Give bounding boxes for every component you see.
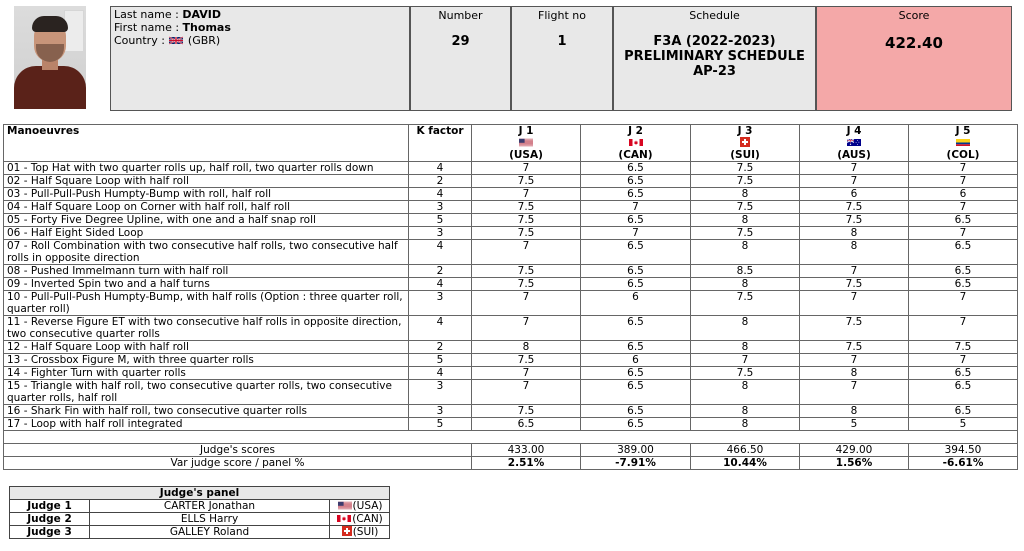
flight-cell xyxy=(511,6,613,111)
swiss-flag-icon xyxy=(740,137,750,147)
var-label: Var judge score / panel % xyxy=(4,457,472,470)
judge-score: 7.5 xyxy=(800,316,909,341)
kfactor-value: 3 xyxy=(409,380,472,405)
table-row xyxy=(4,380,1018,405)
manoeuvre-name: 11 - Reverse Figure ET with two consecutive half rolls in opposite direction, two consecutive quarter rolls xyxy=(4,316,409,341)
judge-score: 6.5 xyxy=(909,380,1018,405)
judge-score: 6.5 xyxy=(581,175,691,188)
table-row xyxy=(4,278,1018,291)
table-row xyxy=(4,291,1018,316)
judge-country: (AUS) xyxy=(837,149,871,161)
judge-score: 6.5 xyxy=(909,278,1018,291)
panel-judge-label: Judge 1 xyxy=(10,500,90,513)
manoeuvre-name: 05 - Forty Five Degree Upline, with one and a half snap roll xyxy=(4,214,409,227)
judge-score: 6.5 xyxy=(909,265,1018,278)
judge-score: 7 xyxy=(691,354,800,367)
usa-flag-icon xyxy=(338,501,352,510)
judge-score: 5 xyxy=(909,418,1018,431)
judges-panel-title: Judge's panel xyxy=(10,487,390,500)
manoeuvre-name: 01 - Top Hat with two quarter rolls up, half roll, two quarter rolls down xyxy=(4,162,409,175)
schedule-line-1: F3A (2022-2023) xyxy=(653,34,776,49)
manoeuvre-name: 14 - Fighter Turn with quarter rolls xyxy=(4,367,409,380)
judge-label: J 2 xyxy=(628,125,643,137)
schedule-line-3: AP-23 xyxy=(693,64,736,79)
pilot-photo xyxy=(14,6,86,109)
kfactor-value: 5 xyxy=(409,418,472,431)
judge-score: 7 xyxy=(472,162,581,175)
judge-score: 7.5 xyxy=(691,162,800,175)
pilot-info xyxy=(110,6,410,111)
manoeuvre-name: 04 - Half Square Loop on Corner with half roll, half roll xyxy=(4,201,409,214)
manoeuvre-name: 15 - Triangle with half roll, two consecutive quarter rolls, two consecutive quarter rolls, half roll xyxy=(4,380,409,405)
judge-header xyxy=(909,125,1018,162)
manoeuvre-rows xyxy=(4,162,1018,431)
judge-var: 10.44% xyxy=(691,457,800,470)
judge-score: 6.5 xyxy=(581,341,691,354)
judge-score: 6.5 xyxy=(581,316,691,341)
judge-score: 6.5 xyxy=(581,278,691,291)
judge-score: 7 xyxy=(909,227,1018,240)
judge-score: 6.5 xyxy=(581,188,691,201)
judge-score: 7.5 xyxy=(909,341,1018,354)
australia-flag-icon xyxy=(847,138,861,147)
judge-score: 6.5 xyxy=(909,214,1018,227)
judge-score: 6.5 xyxy=(581,214,691,227)
judge-score: 8 xyxy=(691,214,800,227)
panel-judge-country-cell xyxy=(330,526,390,539)
judge-score: 6.5 xyxy=(909,367,1018,380)
judge-total: 429.00 xyxy=(800,444,909,457)
kfactor-value: 4 xyxy=(409,316,472,341)
judge-label: J 3 xyxy=(737,125,753,137)
table-row xyxy=(4,162,1018,175)
table-row xyxy=(4,354,1018,367)
manoeuvre-name: 17 - Loop with half roll integrated xyxy=(4,418,409,431)
panel-row xyxy=(10,500,390,513)
manoeuvre-name: 09 - Inverted Spin two and a half turns xyxy=(4,278,409,291)
manoeuvre-name: 03 - Pull-Pull-Push Humpty-Bump with roll, half roll xyxy=(4,188,409,201)
judge-score: 7 xyxy=(800,162,909,175)
judge-score: 6.5 xyxy=(581,418,691,431)
judge-score: 7.5 xyxy=(800,278,909,291)
panel-judge-country: (CAN) xyxy=(352,513,383,525)
judge-score: 7 xyxy=(909,291,1018,316)
flight-label: Flight no xyxy=(538,9,586,22)
table-row xyxy=(4,265,1018,278)
table-row xyxy=(4,240,1018,265)
judge-score: 6.5 xyxy=(909,240,1018,265)
judge-score: 8 xyxy=(691,418,800,431)
usa-flag-icon xyxy=(519,138,533,147)
judge-label: J 5 xyxy=(955,125,971,137)
judge-score: 7.5 xyxy=(472,405,581,418)
kfactor-value: 4 xyxy=(409,278,472,291)
table-row xyxy=(4,367,1018,380)
judge-score: 7.5 xyxy=(691,227,800,240)
judge-score: 6 xyxy=(800,188,909,201)
kfactor-value: 2 xyxy=(409,341,472,354)
kfactor-value: 4 xyxy=(409,162,472,175)
judge-score: 6.5 xyxy=(581,265,691,278)
table-row xyxy=(4,201,1018,214)
kfactor-value: 4 xyxy=(409,188,472,201)
table-row xyxy=(4,188,1018,201)
swiss-flag-icon xyxy=(342,526,352,536)
judge-score: 8 xyxy=(691,240,800,265)
number-cell xyxy=(410,6,511,111)
judge-score: 7 xyxy=(472,380,581,405)
manoeuvre-name: 07 - Roll Combination with two consecutive half rolls, two consecutive half rolls in opposite direction xyxy=(4,240,409,265)
judge-score: 6 xyxy=(581,291,691,316)
spacer-row xyxy=(4,431,1018,444)
judge-score: 7.5 xyxy=(472,278,581,291)
kfactor-value: 4 xyxy=(409,240,472,265)
table-row xyxy=(4,405,1018,418)
judge-var: -6.61% xyxy=(909,457,1018,470)
country-value: (GBR) xyxy=(187,34,221,47)
number-label: Number xyxy=(438,9,483,22)
kfactor-header: K factor xyxy=(409,125,472,162)
judge-country: (CAN) xyxy=(618,149,653,161)
judge-score: 8 xyxy=(691,316,800,341)
judge-score: 7.5 xyxy=(472,214,581,227)
panel-judge-name: CARTER Jonathan xyxy=(90,500,330,513)
panel-judge-country-cell xyxy=(330,500,390,513)
judge-score: 7.5 xyxy=(691,201,800,214)
panel-judge-label: Judge 3 xyxy=(10,526,90,539)
judge-score: 6.5 xyxy=(581,367,691,380)
manoeuvres-header: Manoeuvres xyxy=(4,125,409,162)
judge-score: 7.5 xyxy=(800,341,909,354)
score-value: 422.40 xyxy=(885,34,943,52)
schedule-value xyxy=(614,34,815,79)
judge-score: 6.5 xyxy=(909,405,1018,418)
judge-score: 6.5 xyxy=(472,418,581,431)
panel-judge-name: GALLEY Roland xyxy=(90,526,330,539)
table-row xyxy=(4,227,1018,240)
manoeuvre-name: 10 - Pull-Pull-Push Humpty-Bump, with half rolls (Option : three quarter roll, quarter roll) xyxy=(4,291,409,316)
judge-total: 389.00 xyxy=(581,444,691,457)
number-value: 29 xyxy=(451,34,470,49)
judge-score: 8 xyxy=(800,227,909,240)
kfactor-value: 2 xyxy=(409,175,472,188)
judge-score: 7 xyxy=(800,380,909,405)
judge-score: 7.5 xyxy=(691,175,800,188)
judge-score: 6 xyxy=(581,354,691,367)
table-row xyxy=(4,418,1018,431)
judge-country: (USA) xyxy=(509,149,543,161)
var-row xyxy=(4,457,1018,470)
judge-score: 8 xyxy=(691,278,800,291)
manoeuvre-name: 12 - Half Square Loop with half roll xyxy=(4,341,409,354)
judge-label: J 4 xyxy=(846,125,862,137)
judge-score: 7 xyxy=(800,175,909,188)
kfactor-value: 3 xyxy=(409,405,472,418)
judge-total: 433.00 xyxy=(472,444,581,457)
judge-score: 7 xyxy=(472,367,581,380)
judge-score: 7.5 xyxy=(691,367,800,380)
score-cell xyxy=(816,6,1012,111)
panel-judge-country: (SUI) xyxy=(352,526,379,538)
judge-score: 7 xyxy=(472,291,581,316)
judge-score: 8 xyxy=(691,405,800,418)
judge-score: 6.5 xyxy=(581,162,691,175)
judge-var: 1.56% xyxy=(800,457,909,470)
judges-scores-label: Judge's scores xyxy=(4,444,472,457)
panel-judge-label: Judge 2 xyxy=(10,513,90,526)
table-row xyxy=(4,341,1018,354)
judge-total: 466.50 xyxy=(691,444,800,457)
judge-score: 7 xyxy=(909,162,1018,175)
judge-score: 7.5 xyxy=(472,201,581,214)
judge-score: 8 xyxy=(691,341,800,354)
judge-score: 7.5 xyxy=(472,354,581,367)
judge-country: (SUI) xyxy=(730,149,760,161)
judge-score: 7 xyxy=(472,188,581,201)
judge-score: 7 xyxy=(800,354,909,367)
pilot-header xyxy=(110,6,1012,111)
colombia-flag-icon xyxy=(956,138,970,147)
judge-score: 8 xyxy=(691,188,800,201)
judge-score: 8 xyxy=(800,367,909,380)
judge-score: 8 xyxy=(691,380,800,405)
manoeuvre-name: 08 - Pushed Immelmann turn with half roll xyxy=(4,265,409,278)
judge-score: 5 xyxy=(800,418,909,431)
panel-row xyxy=(10,526,390,539)
judges-scores-row xyxy=(4,444,1018,457)
judge-score: 7 xyxy=(800,291,909,316)
manoeuvre-name: 13 - Crossbox Figure M, with three quarter rolls xyxy=(4,354,409,367)
schedule-line-2: PRELIMINARY SCHEDULE xyxy=(624,49,805,64)
canada-flag-icon xyxy=(629,138,643,147)
judge-score: 7 xyxy=(909,354,1018,367)
judge-score: 7 xyxy=(472,316,581,341)
judge-score: 7 xyxy=(909,175,1018,188)
judge-score: 7.5 xyxy=(472,175,581,188)
judge-score: 7 xyxy=(581,201,691,214)
judge-score: 7 xyxy=(909,316,1018,341)
judge-header xyxy=(691,125,800,162)
uk-flag-icon xyxy=(169,36,183,45)
panel-judge-country: (USA) xyxy=(352,500,383,512)
judge-country: (COL) xyxy=(946,149,980,161)
country-label: Country : xyxy=(114,34,169,47)
judge-score: 8 xyxy=(472,341,581,354)
kfactor-value: 3 xyxy=(409,291,472,316)
judge-score: 6 xyxy=(909,188,1018,201)
judge-score: 7 xyxy=(472,240,581,265)
kfactor-value: 4 xyxy=(409,367,472,380)
judge-score: 6.5 xyxy=(581,240,691,265)
judge-score: 6.5 xyxy=(581,380,691,405)
kfactor-value: 3 xyxy=(409,201,472,214)
kfactor-value: 5 xyxy=(409,354,472,367)
flight-value: 1 xyxy=(557,34,567,49)
last-name: DAVID xyxy=(182,8,221,21)
judge-score: 7 xyxy=(581,227,691,240)
judge-score: 7 xyxy=(909,201,1018,214)
judge-score: 6.5 xyxy=(581,405,691,418)
judge-score: 7.5 xyxy=(472,227,581,240)
first-name-label: First name : xyxy=(114,21,183,34)
schedule-cell xyxy=(613,6,816,111)
table-row xyxy=(4,316,1018,341)
judge-score: 8 xyxy=(800,240,909,265)
judge-var: -7.91% xyxy=(581,457,691,470)
judge-var: 2.51% xyxy=(472,457,581,470)
canada-flag-icon xyxy=(337,514,351,523)
panel-judge-name: ELLS Harry xyxy=(90,513,330,526)
judge-score: 7 xyxy=(800,265,909,278)
judge-header xyxy=(800,125,909,162)
schedule-label: Schedule xyxy=(689,9,740,22)
table-row xyxy=(4,214,1018,227)
panel-judge-country-cell xyxy=(330,513,390,526)
judge-score: 7.5 xyxy=(800,214,909,227)
score-label: Score xyxy=(898,9,930,22)
kfactor-value: 3 xyxy=(409,227,472,240)
table-row xyxy=(4,175,1018,188)
kfactor-value: 5 xyxy=(409,214,472,227)
judges-panel xyxy=(9,486,390,539)
judge-label: J 1 xyxy=(518,125,534,137)
judge-total: 394.50 xyxy=(909,444,1018,457)
judge-score: 7.5 xyxy=(691,291,800,316)
judge-score: 8.5 xyxy=(691,265,800,278)
panel-row xyxy=(10,513,390,526)
judge-score: 8 xyxy=(800,405,909,418)
manoeuvre-name: 02 - Half Square Loop with half roll xyxy=(4,175,409,188)
manoeuvre-name: 16 - Shark Fin with half roll, two consecutive quarter rolls xyxy=(4,405,409,418)
last-name-label: Last name : xyxy=(114,8,183,21)
kfactor-value: 2 xyxy=(409,265,472,278)
scores-table xyxy=(3,124,1018,470)
judge-header xyxy=(472,125,581,162)
first-name: Thomas xyxy=(182,21,231,34)
judge-header xyxy=(581,125,691,162)
manoeuvre-name: 06 - Half Eight Sided Loop xyxy=(4,227,409,240)
judge-score: 7.5 xyxy=(800,201,909,214)
judge-score: 7.5 xyxy=(472,265,581,278)
